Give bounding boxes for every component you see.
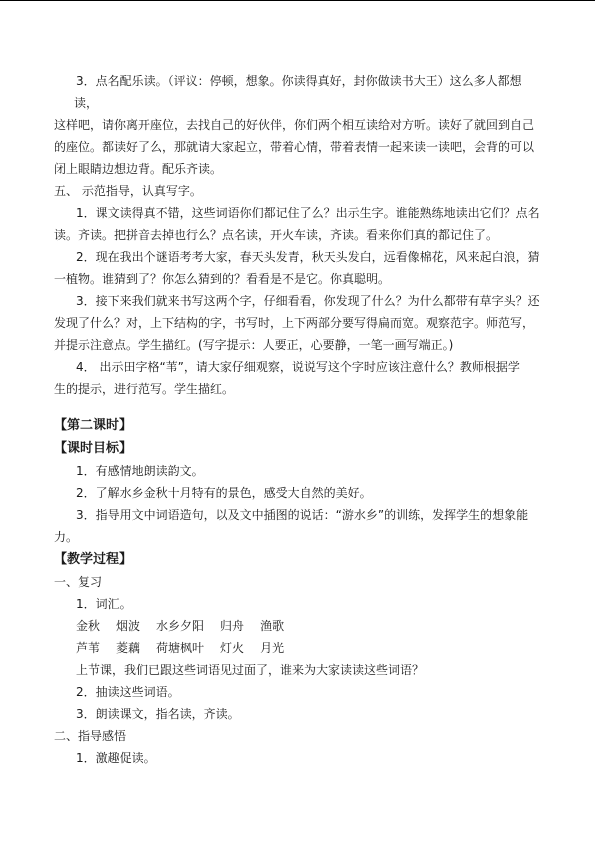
section5-p3-line2: 发现了什么？对，上下结构的字，书写时，上下两部分要写得扁而宽。观察范字。师范写， xyxy=(54,316,535,330)
vocab-word: 灯火 xyxy=(220,641,245,655)
guide-item-1: 1．激趣促读。 xyxy=(76,751,156,765)
review-item-2: 2．抽读这些词语。 xyxy=(76,685,180,699)
section5-p2-line1: 2．现在我出个谜语考考大家，春天头发青，秋天头发白，远看像棉花，风来起白浪，猜 xyxy=(76,250,540,264)
section1-paragraph-line1: 这样吧，请你离开座位，去找自己的好伙伴，你们两个相互读给对方听。读好了就回到自己 xyxy=(54,118,535,132)
goal-3-line2: 力。 xyxy=(54,530,79,544)
document-body xyxy=(54,70,544,769)
section1-paragraph-line2: 的座位。都读好了么，那就请大家起立，带着心情，带着表情一起来读一读吧，会背的可以 xyxy=(54,140,535,154)
vocab-word: 菱藕 xyxy=(116,641,141,655)
vocab-row-2 xyxy=(54,637,544,659)
review-item-3: 3．朗读课文，指名读，齐读。 xyxy=(76,707,240,721)
review-text: 上节课，我们已跟这些词语见过面了，谁来为大家读读这些词语？ xyxy=(76,663,425,677)
goal-2: 2．了解水乡金秋十月特有的景色，感受大自然的美好。 xyxy=(76,486,372,500)
process-heading: 【教学过程】 xyxy=(54,552,133,567)
vocab-word: 烟波 xyxy=(116,619,141,633)
section1-paragraph-line3: 闭上眼睛边想边背。配乐齐读。 xyxy=(54,162,223,176)
vocab-word: 金秋 xyxy=(76,619,101,633)
section5-p3-line3: 并提示注意点。学生描红。(写字提示：人要正，心要静，一笔一画写端正。) xyxy=(54,338,454,352)
section1-item3-line2: 读， xyxy=(74,96,99,110)
spacer xyxy=(54,400,544,414)
section5-p4-line2: 生的提示，进行范写。学生描红。 xyxy=(54,382,235,396)
goals-heading: 【课时目标】 xyxy=(54,441,133,456)
vocab-word: 渔歌 xyxy=(260,619,285,633)
review-title: 一、复习 xyxy=(54,575,103,589)
section5-p3-line1: 3．接下来我们就来书写这两个字，仔细看看，你发现了什么？为什么都带有草字头？还 xyxy=(76,294,540,308)
goal-1: 1．有感情地朗读韵文。 xyxy=(76,464,204,478)
section5-title: 五、 示范指导，认真写字。 xyxy=(54,184,202,198)
vocab-word: 荷塘枫叶 xyxy=(156,641,205,655)
section5-p1-line2: 读。齐读。把拼音去掉也行么？点名读，开火车读，齐读。看来你们真的都记住了。 xyxy=(54,228,499,242)
vocab-word: 芦苇 xyxy=(76,641,101,655)
section5-p2-line2: 一植物。谁猜到了？你怎么猜到的？看看是不是它。你真聪明。 xyxy=(54,272,391,286)
vocab-word: 归舟 xyxy=(220,619,245,633)
vocab-word: 水乡夕阳 xyxy=(156,619,205,633)
review-item-1: 1．词汇。 xyxy=(76,597,132,611)
guide-title: 二、指导感悟 xyxy=(54,729,127,743)
page-top-rule xyxy=(0,0,595,1)
section5-p4-line1: 4． 出示田字格“苇”，请大家仔细观察，说说写这个字时应该注意什么？教师根据学 xyxy=(76,360,520,374)
vocab-row-1 xyxy=(54,615,544,637)
goal-3-line1: 3．指导用文中词语造句，以及文中插图的说话：“游水乡”的训练，发挥学生的想象能 xyxy=(76,508,529,522)
vocab-word: 月光 xyxy=(260,641,285,655)
lesson2-heading: 【第二课时】 xyxy=(54,418,133,433)
section5-p1-line1: 1．课文读得真不错，这些词语你们都记住了么？出示生字。谁能熟练地读出它们？点名 xyxy=(76,206,540,220)
section1-item3-line1: 3．点名配乐读。（评议：停顿，想象。你读得真好，封你做读书大王）这么多人都想 xyxy=(76,74,522,88)
